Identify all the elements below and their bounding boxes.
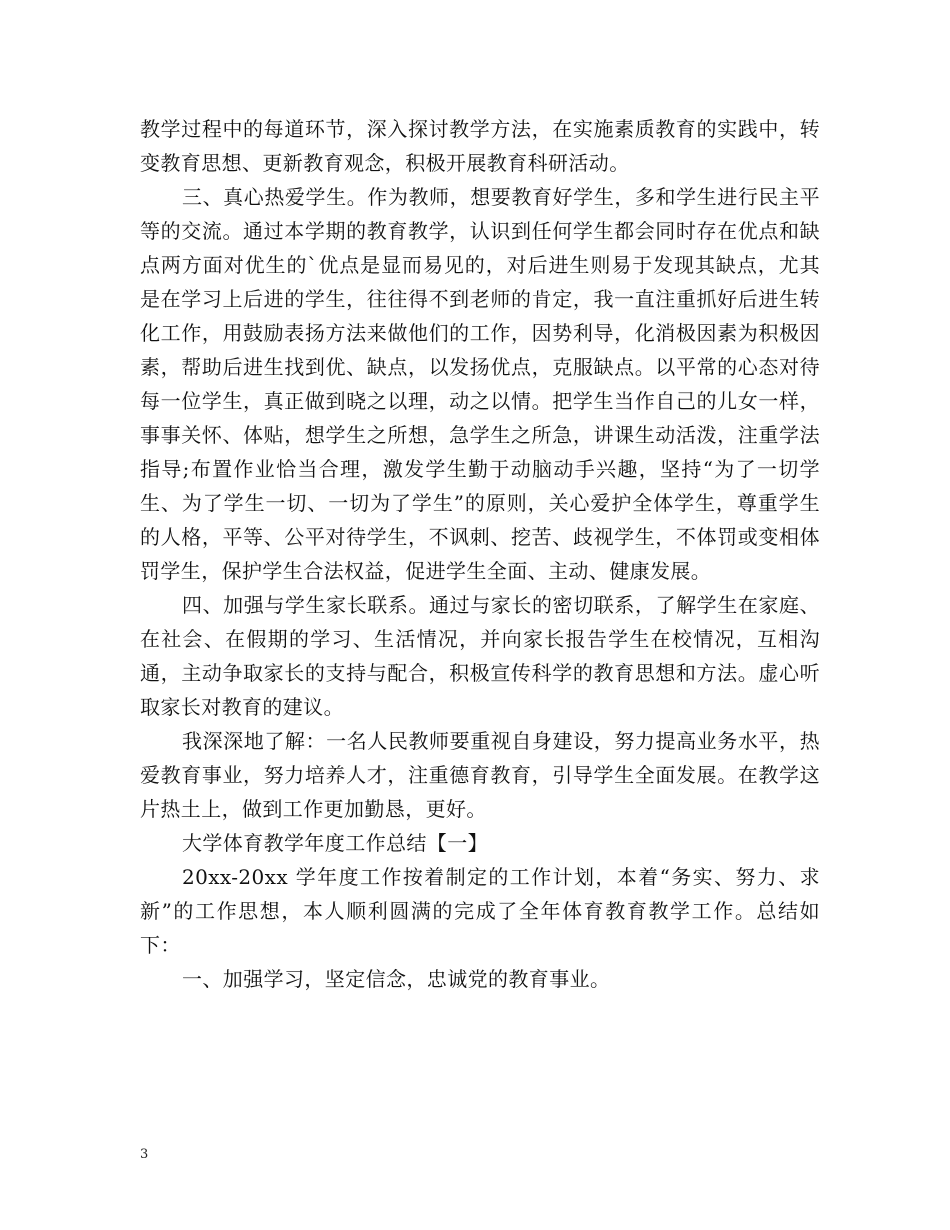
paragraph-parent-contact: 四、加强与学生家长联系。通过与家长的密切联系，了解学生在家庭、在社会、在假期的学习、生活情况，并向家长报告学生在校情况，互相沟通，主动争取家长的支持与配合，积极宣传科学的教育思想和方法。虚心听取家长对教育的建议。 [140, 593, 820, 719]
section-heading: 大学体育教学年度工作总结【一】 [182, 831, 488, 855]
paragraph-point-one: 一、加强学习，坚定信念，忠诚党的教育事业。 [182, 967, 611, 991]
page-number: 3 [140, 1147, 149, 1162]
paragraph-conclusion: 我深深地了解：一名人民教师要重视自身建设，努力提高业务水平，热爱教育事业，努力培养人才，注重德育教育，引导学生全面发展。在教学这片热土上，做到工作更加勤恳，更好。 [140, 729, 820, 821]
paragraph-continuation: 教学过程中的每道环节，深入探讨教学方法，在实施素质教育的实践中，转变教育思想、更新教育观念，积极开展教育科研活动。 [140, 117, 820, 175]
document-body [140, 112, 820, 996]
paragraph-annual-summary: 20xx-20xx 学年度工作按着制定的工作计划，本着“务实、努力、求新”的工作思想，本人顺利圆满的完成了全年体育教育教学工作。总结如下： [140, 865, 820, 957]
paragraph-love-students: 三、真心热爱学生。作为教师，想要教育好学生，多和学生进行民主平等的交流。通过本学期的教育教学，认识到任何学生都会同时存在优点和缺点两方面对优生的`优点是显而易见的，对后进生则易于发现其缺点，尤其是在学习上后进的学生，往往得不到老师的肯定，我一直注重抓好后进生转化工作，用鼓励表扬方法来做他们的工作，因势利导，化消极因素为积极因素，帮助后进生找到优、缺点，以发扬优点，克服缺点。以平常的心态对待每一位学生，真正做到晓之以理，动之以情。把学生当作自己的儿女一样，事事关怀、体贴，想学生之所想，急学生之所急，讲课生动活泼，注重学法指导;布置作业恰当合理，激发学生勤于动脑动手兴趣，坚持“为了一切学生、为了学生一切、一切为了学生”的原则，关心爱护全体学生，尊重学生的人格，平等、公平对待学生，不讽刺、挖苦、歧视学生，不体罚或变相体罚学生，保护学生合法权益，促进学生全面、主动、健康发展。 [140, 185, 820, 583]
